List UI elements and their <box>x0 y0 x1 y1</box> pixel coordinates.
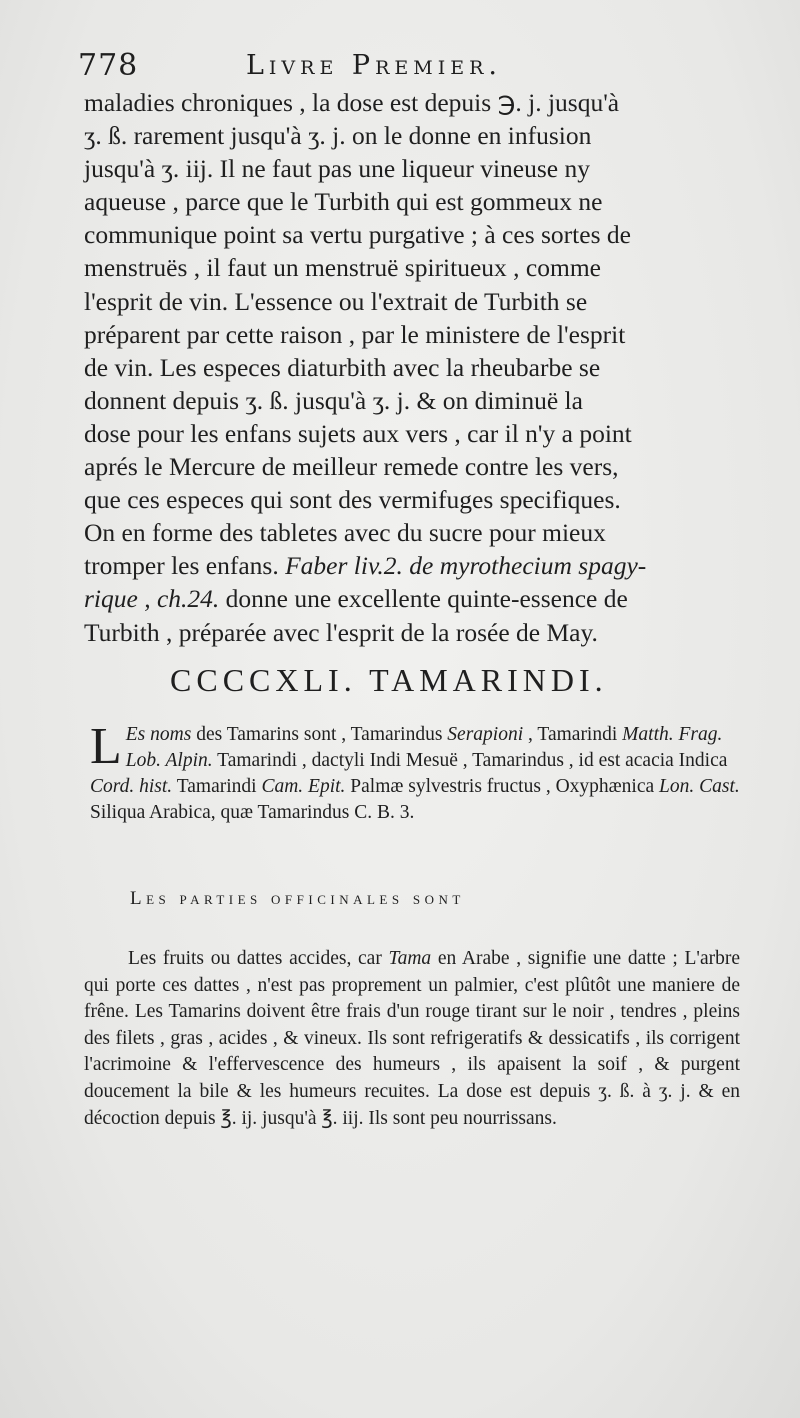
synonyms-text <box>90 718 740 823</box>
drop-cap: L <box>90 718 122 775</box>
body-paragraph <box>84 86 740 649</box>
text-segment: Les fruits ou dattes accides, car <box>128 948 389 969</box>
citation: Serapioni <box>447 724 524 745</box>
citation: Faber liv.2. de myrothecium spagy- <box>285 551 647 581</box>
text-line <box>84 549 740 582</box>
text-line: que ces especes qui sont des vermifuges specifiques. <box>84 485 621 515</box>
text-line: aqueuse , parce que le Turbith qui est gommeux ne <box>84 187 603 217</box>
text-line: On en forme des tabletes avec du sucre pour mieux <box>84 518 606 548</box>
text-segment: Tamarindi , dactyli Indi Mesuë , Tamarindus , id est acacia Indica <box>212 750 728 771</box>
text-line: ʒ. ß. rarement jusqu'à ʒ. j. on le donne en infusion <box>84 121 592 151</box>
text-segment: des Tamarins sont , Tamarindus <box>191 724 448 745</box>
text-line: communique point sa vertu purgative ; à ces sortes de <box>84 220 631 250</box>
text-segment: en Arabe , signifie une datte ; L'arbre qui porte ces dattes , n'est pas proprement un palmier, c'est plûtôt une maniere de frêne. Les Tamarins doivent être frais d'un rouge tirant sur le noir , tendres , pleins des filets , gras , acides , & vineux. Ils sont refrigeratifs & dessicatifs , ils corrigent l'acrimoine & l'effervescence des humeurs , ils apaisent la soif , & purgent doucement la bile & les humeurs recuites. La dose est depuis ʒ. ß. à ʒ. j. & en décoction depuis ℥. ij. jusqu'à ℥. iij. Ils sont peu nourrissans. <box>84 948 740 1129</box>
arabic-word: Tama <box>388 948 432 969</box>
text-line: Turbith , préparée avec l'esprit de la rosée de May. <box>84 617 598 647</box>
subheading: Les parties officinales sont <box>130 888 465 909</box>
citation: rique , ch.24. <box>84 584 220 614</box>
text-line: menstruës , il faut un menstruë spiritueux , comme <box>84 253 601 283</box>
citation: Cord. hist. <box>90 776 173 797</box>
text-segment: donne une excellente quinte-essence de <box>219 584 628 614</box>
text-segment: Siliqua Arabica, quæ Tamarindus C. B. 3. <box>90 802 415 823</box>
text-line: aprés le Mercure de meilleur remede contre les vers, <box>84 452 619 482</box>
synonyms-paragraph <box>90 718 740 826</box>
citation: Es noms <box>125 724 192 745</box>
text-line: l'esprit de vin. L'essence ou l'extrait de Turbith se <box>84 286 588 316</box>
citation: Lon. Cast. <box>659 776 740 797</box>
text-segment: Tamarindi <box>172 776 262 797</box>
officinal-paragraph <box>84 946 740 1132</box>
text-segment: tromper les enfans. <box>84 551 286 581</box>
officinal-text <box>84 946 740 1132</box>
page-number: 778 <box>78 48 139 83</box>
section-heading: CCCCXLI. TAMARINDI. <box>170 662 608 698</box>
page-header <box>78 48 738 90</box>
text-line: préparent par cette raison , par le ministere de l'esprit <box>84 319 626 349</box>
citation: Cam. Epit. <box>261 776 346 797</box>
text-segment: , Tamarindi <box>523 724 623 745</box>
text-line: donnent depuis ʒ. ß. jusqu'à ʒ. j. & on diminuë la <box>84 385 583 415</box>
text-segment: Palmæ sylvestris fructus , Oxyphænica <box>345 776 660 797</box>
text-line <box>84 582 740 615</box>
text-line: jusqu'à ʒ. iij. Il ne faut pas une liqueur vineuse ny <box>84 154 590 184</box>
text-line: maladies chroniques , la dose est depuis ℈. j. jusqu'à <box>84 88 620 117</box>
citation: Matth. Frag. Lob. Alpin. <box>125 724 723 771</box>
text-line: de vin. Les especes diaturbith avec la rheubarbe se <box>84 352 601 382</box>
running-head: Livre Premier. <box>246 50 502 81</box>
text-line: dose pour les enfans sujets aux vers , car il n'y a point <box>84 418 632 448</box>
